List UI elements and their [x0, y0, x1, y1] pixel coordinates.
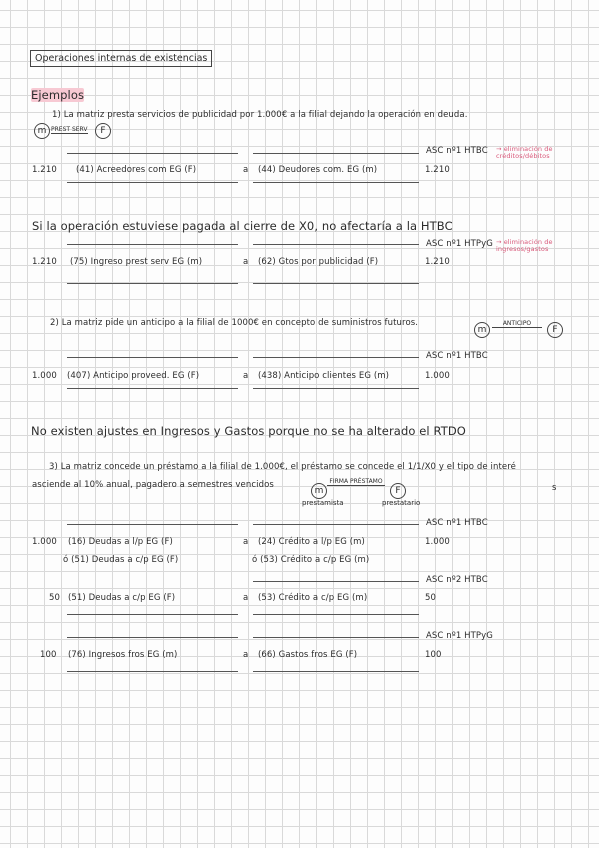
ex3-e2-amt-left: 50 [49, 593, 61, 603]
ex1-note: → eliminación de créditos/débitos [496, 145, 553, 160]
ex1-amt-left: 1.210 [32, 165, 57, 175]
ex3-e1-debit: (16) Deudas a l/p EG (F) [68, 537, 173, 547]
ex3-e1-amt-left: 1.000 [32, 537, 57, 547]
ex1-credit: (44) Deudores com. EG (m) [258, 165, 378, 175]
ex1-statement: 1) La matriz presta servicios de publicidad por 1.000€ a la filial dejando la operación en deuda. [52, 110, 468, 120]
page-title: Operaciones internas de existencias [30, 50, 212, 67]
ex2-amt-left: 1.000 [32, 371, 57, 381]
ex3-s: s [552, 483, 557, 493]
ex1-debit: (41) Acreedores com EG (F) [76, 165, 197, 175]
ledger-line [253, 153, 419, 154]
ledger-line [67, 244, 238, 245]
ex3-e1-amt-right: 1.000 [425, 537, 450, 547]
ejemplos-heading: Ejemplos [31, 88, 85, 102]
ex2-asc: ASC nº1 HTBC [426, 351, 488, 361]
ledger-line [253, 637, 419, 638]
ledger-line [67, 388, 238, 389]
ex3-e1-credit: (24) Crédito a l/p EG (m) [258, 537, 365, 547]
ex1b-asc: ASC nº1 HTPyG [426, 239, 493, 249]
ex3-e1-asc: ASC nº1 HTBC [426, 518, 488, 528]
ledger-line [253, 388, 419, 389]
filial-node-icon: F [390, 483, 406, 499]
matriz-node-icon: m [34, 123, 50, 139]
ledger-line [253, 244, 419, 245]
ex3-e3-asc: ASC nº1 HTPyG [426, 631, 493, 641]
ex1-a: a [243, 165, 249, 175]
ex1b-amt-left: 1.210 [32, 257, 57, 267]
ex2-a: a [243, 371, 249, 381]
ex3-e1-credit-alt: ó (53) Crédito a c/p EG (m) [252, 555, 370, 565]
ledger-line [253, 357, 419, 358]
ex2-amt-right: 1.000 [425, 371, 450, 381]
ex3-e3-amt-left: 100 [40, 650, 57, 660]
ex3-e2-credit: (53) Crédito a c/p EG (m) [258, 593, 368, 603]
ex3-e2-amt-right: 50 [425, 593, 437, 603]
ex3-e2-debit: (51) Deudas a c/p EG (F) [68, 593, 176, 603]
ex1b-statement: Si la operación estuviese pagada al cierre de X0, no afectaría a la HTBC [32, 219, 453, 233]
ex2-statement: 2) La matriz pide un anticipo a la filial de 1000€ en concepto de suministros futuros. [50, 318, 419, 328]
ex3-e3-a: a [243, 650, 249, 660]
ex3-statement-2: asciende al 10% anual, pagadero a semestres vencidos [32, 480, 274, 490]
filial-node-icon: F [547, 322, 563, 338]
ex3-e2-asc: ASC nº2 HTBC [426, 575, 488, 585]
matriz-node-icon: m [474, 322, 490, 338]
ledger-line [253, 182, 419, 183]
ex3-e1-debit-alt: ó (51) Deudas a c/p EG (F) [63, 555, 179, 565]
anticipo-arrow: ANTICIPO [492, 320, 542, 328]
ex2-credit: (438) Anticipo clientes EG (m) [258, 371, 390, 381]
prestatario-label: prestatario [382, 499, 421, 507]
ledger-line [253, 283, 419, 284]
ledger-line [253, 614, 419, 615]
ex2-debit: (407) Anticipo proveed. EG (F) [67, 371, 200, 381]
ex1-amt-right: 1.210 [425, 165, 450, 175]
ledger-line [253, 671, 419, 672]
ex1b-a: a [243, 257, 249, 267]
ex1-asc: ASC nº1 HTBC [426, 146, 488, 156]
ex3-statement-1: 3) La matriz concede un préstamo a la filial de 1.000€, el préstamo se concede el 1/1/X0 y el tipo de interé [49, 462, 516, 472]
ledger-line [67, 357, 238, 358]
ledger-line [67, 671, 238, 672]
ledger-line [253, 581, 419, 582]
ex2-conclusion: No existen ajustes en Ingresos y Gastos porque no se ha alterado el RTDO [31, 424, 466, 438]
ex3-e3-debit: (76) Ingresos fros EG (m) [68, 650, 178, 660]
matriz-node-icon: m [311, 483, 327, 499]
filial-node-icon: F [95, 123, 111, 139]
ledger-line [67, 524, 238, 525]
prestamista-label: prestamista [302, 499, 344, 507]
ex3-e1-a: a [243, 537, 249, 547]
ex3-e3-amt-right: 100 [425, 650, 442, 660]
ledger-line [253, 524, 419, 525]
ex1b-credit: (62) Gtos por publicidad (F) [258, 257, 379, 267]
ledger-line [67, 153, 238, 154]
ex1b-debit: (75) Ingreso prest serv EG (m) [70, 257, 203, 267]
ex1b-note: → eliminación de ingresos/gastos [496, 238, 553, 253]
ex1b-amt-right: 1.210 [425, 257, 450, 267]
ledger-line [67, 614, 238, 615]
ledger-line [67, 637, 238, 638]
ledger-line [67, 283, 238, 284]
firma-prestamo-arrow: FIRMA PRÉSTAMO [327, 478, 385, 486]
ex3-e2-a: a [243, 593, 249, 603]
prest-serv-arrow: PREST SERV [51, 126, 88, 133]
ledger-line [67, 182, 238, 183]
ex3-e3-credit: (66) Gastos fros EG (F) [258, 650, 358, 660]
